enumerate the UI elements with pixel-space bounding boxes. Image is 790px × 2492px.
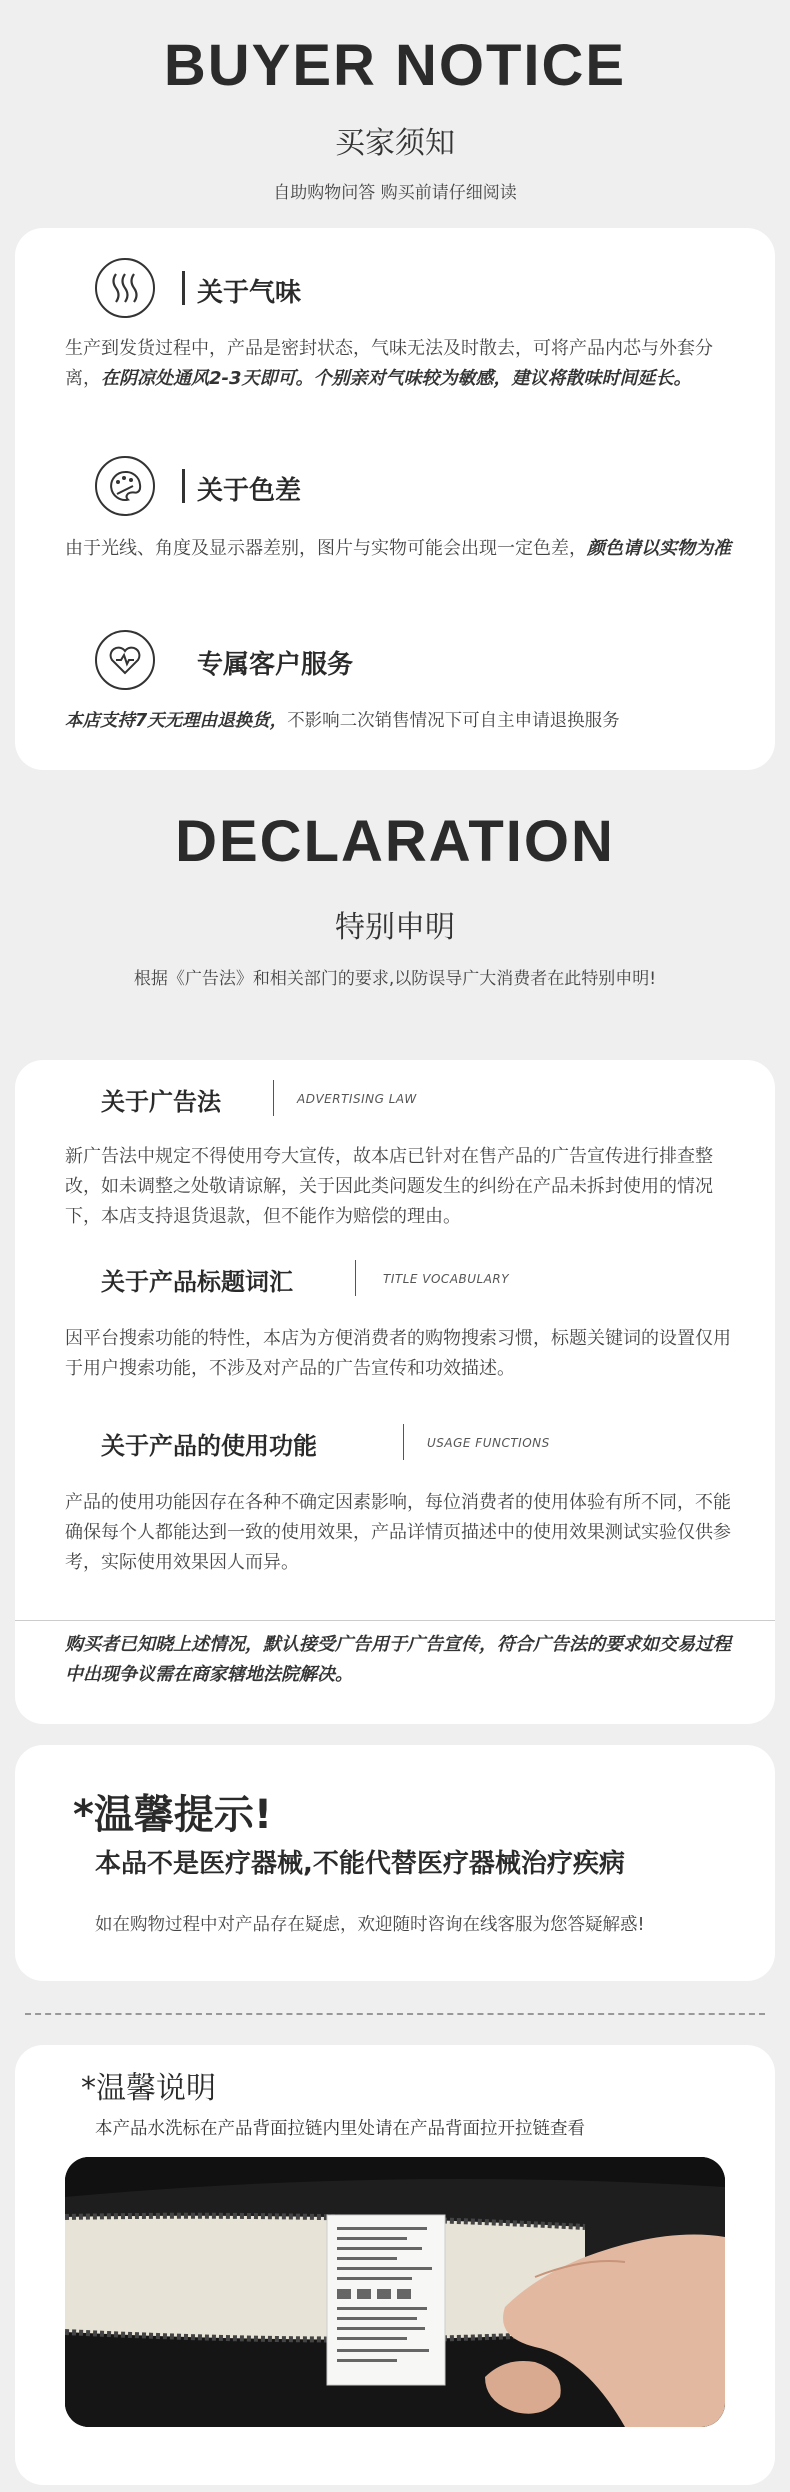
heading-divider [403, 1424, 404, 1460]
photo-illustration [65, 2157, 725, 2427]
service-heading: 专属客户服务 [197, 650, 354, 680]
title-vocab-heading: 关于产品标题词汇 [101, 1268, 293, 1296]
declaration-card [15, 1060, 775, 1724]
buyer-notice-title: BUYER NOTICE [163, 33, 627, 98]
usage-en: USAGE FUNCTIONS [427, 1436, 550, 1450]
warm-note-card [15, 2045, 775, 2485]
smell-text: 生产到发货过程中，产品是密封状态，气味无法及时散去，可将产品内芯与外套分离，在阴凉处通风2-3天即可。个别亲对气味较为敏感，建议将散味时间延长。 [65, 338, 713, 389]
title-vocab-en: TITLE VOCABULARY [383, 1272, 510, 1286]
heart-service-icon [95, 630, 155, 690]
warm-tip-text: 如在购物过程中对产品存在疑虑，欢迎随时咨询在线客服为您答疑解惑! [95, 1915, 645, 1935]
heading-bar [182, 469, 185, 503]
warm-tip-headline: 本品不是医疗器械,不能代替医疗器械治疗疾病 [95, 1849, 625, 1879]
buyer-notice-card [15, 228, 775, 770]
warm-tip-card [15, 1745, 775, 1981]
buyer-notice-cn-title: 买家须知 [335, 126, 455, 161]
warm-tip-title: *温馨提示! [73, 1792, 273, 1838]
closing-divider [15, 1620, 775, 1621]
declaration-subtitle: 根据《广告法》和相关部门的要求,以防误导广大消费者在此特别申明! [133, 969, 657, 989]
heading-divider [273, 1080, 274, 1116]
heading-bar [182, 271, 185, 305]
buyer-notice-subtitle: 自助购物问答 购买前请仔细阅读 [273, 183, 517, 203]
usage-heading: 关于产品的使用功能 [101, 1432, 317, 1460]
declaration-cn-title: 特别申明 [335, 910, 455, 945]
smell-heading: 关于气味 [197, 278, 302, 308]
color-text: 由于光线、角度及显示器差别，图片与实物可能会出现一定色差，颜色请以实物为准 [65, 538, 731, 559]
warm-note-text: 本产品水洗标在产品背面拉链内里处请在产品背面拉开拉链查看 [95, 2119, 585, 2139]
color-heading: 关于色差 [197, 476, 302, 506]
palette-icon [95, 456, 155, 516]
heading-divider [355, 1260, 356, 1296]
service-text: 本店支持7天无理由退换货，不影响二次销售情况下可自主申请退换服务 [65, 711, 620, 731]
warm-note-title: *温馨说明 [81, 2071, 216, 2106]
ad-law-en: ADVERTISING LAW [297, 1092, 417, 1106]
dashed-separator [25, 2013, 765, 2015]
ad-law-text: 新广告法中规定不得使用夸大宣传，故本店已针对在售产品的广告宣传进行排查整改，如未调整之处敬请谅解，关于因此类问题发生的纠纷在产品未拆封使用的情况下，本店支持退货退款，但不能作为赔偿的理由。 [65, 1146, 713, 1227]
ad-law-heading: 关于广告法 [101, 1088, 221, 1116]
smell-icon [95, 258, 155, 318]
title-vocab-text: 因平台搜索功能的特性，本店为方便消费者的购物搜索习惯，标题关键词的设置仅用于用户搜索功能，不涉及对产品的广告宣传和功效描述。 [65, 1328, 731, 1379]
wash-label-photo [65, 2157, 725, 2427]
usage-text: 产品的使用功能因存在各种不确定因素影响，每位消费者的使用体验有所不同，不能确保每个人都能达到一致的使用效果，产品详情页描述中的使用效果测试实验仅供参考，实际使用效果因人而异。 [65, 1492, 731, 1573]
closing-statement: 购买者已知晓上述情况，默认接受广告用于广告宣传，符合广告法的要求如交易过程中出现争议需在商家辖地法院解决。 [65, 1634, 731, 1685]
declaration-title: DECLARATION [175, 809, 615, 874]
